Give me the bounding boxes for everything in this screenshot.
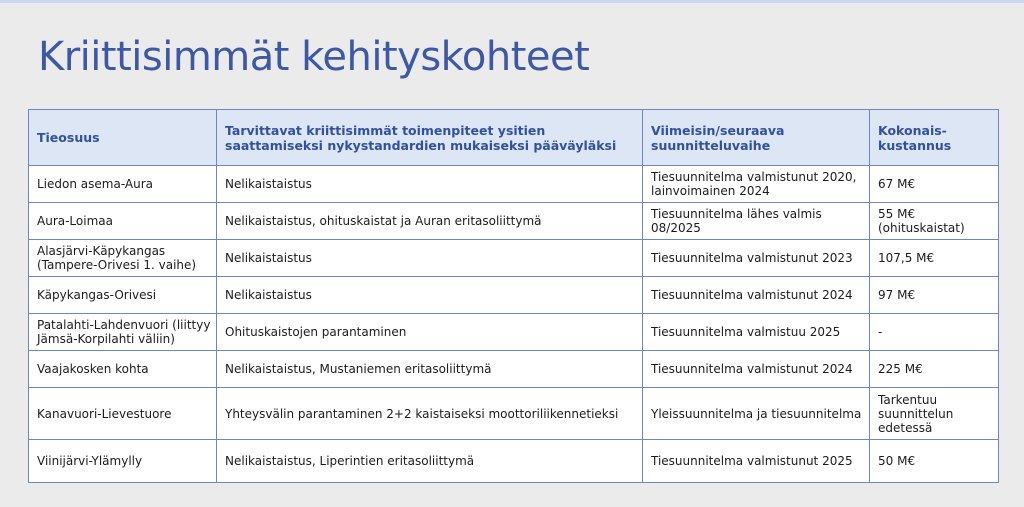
table-row	[29, 351, 999, 388]
cell-suunnitteluvaihe: Tiesuunnitelma valmistunut 2025	[643, 440, 870, 483]
cell-tieosuus: Alasjärvi-Käpykangas (Tampere-Orivesi 1. vaihe)	[29, 240, 217, 277]
cell-suunnitteluvaihe: Yleissuunnitelma ja tiesuunnitelma	[643, 388, 870, 440]
header-tieosuus: Tieosuus	[29, 110, 217, 166]
cell-toimenpiteet: Nelikaistaistus	[217, 166, 643, 203]
development-projects-table	[28, 109, 999, 483]
table-row	[29, 440, 999, 483]
header-suunnitteluvaihe: Viimeisin/seuraava suunnitteluvaihe	[643, 110, 870, 166]
table-row	[29, 277, 999, 314]
cell-suunnitteluvaihe: Tiesuunnitelma lähes valmis 08/2025	[643, 203, 870, 240]
cell-tieosuus: Patalahti-Lahdenvuori (liittyy Jämsä-Korpilahti väliin)	[29, 314, 217, 351]
cell-kustannus: 55 M€ (ohituskaistat)	[870, 203, 999, 240]
cell-toimenpiteet: Nelikaistaistus	[217, 240, 643, 277]
cell-kustannus: 97 M€	[870, 277, 999, 314]
cell-suunnitteluvaihe: Tiesuunnitelma valmistunut 2024	[643, 351, 870, 388]
cell-tieosuus: Liedon asema-Aura	[29, 166, 217, 203]
cell-kustannus: -	[870, 314, 999, 351]
cell-suunnitteluvaihe: Tiesuunnitelma valmistunut 2024	[643, 277, 870, 314]
table-row	[29, 388, 999, 440]
cell-tieosuus: Aura-Loimaa	[29, 203, 217, 240]
cell-toimenpiteet: Ohituskaistojen parantaminen	[217, 314, 643, 351]
cell-suunnitteluvaihe: Tiesuunnitelma valmistunut 2023	[643, 240, 870, 277]
page-title: Kriittisimmät kehityskohteet	[38, 34, 590, 80]
cell-kustannus: 67 M€	[870, 166, 999, 203]
cell-toimenpiteet: Nelikaistaistus, ohituskaistat ja Auran eritasoliittymä	[217, 203, 643, 240]
cell-kustannus: 225 M€	[870, 351, 999, 388]
table-row	[29, 166, 999, 203]
cell-kustannus: 107,5 M€	[870, 240, 999, 277]
cell-toimenpiteet: Yhteysvälin parantaminen 2+2 kaistaiseksi moottoriliikennetieksi	[217, 388, 643, 440]
cell-tieosuus: Vaajakosken kohta	[29, 351, 217, 388]
cell-kustannus: Tarkentuu suunnittelun edetessä	[870, 388, 999, 440]
cell-suunnitteluvaihe: Tiesuunnitelma valmistuu 2025	[643, 314, 870, 351]
header-toimenpiteet: Tarvittavat kriittisimmät toimenpiteet ysitien saattamiseksi nykystandardien mukaiseksi pääväyläksi	[217, 110, 643, 166]
header-kustannus: Kokonais-kustannus	[870, 110, 999, 166]
table-row	[29, 240, 999, 277]
cell-tieosuus: Käpykangas-Orivesi	[29, 277, 217, 314]
top-accent-line	[0, 0, 1024, 3]
table-row	[29, 314, 999, 351]
cell-toimenpiteet: Nelikaistaistus	[217, 277, 643, 314]
cell-kustannus: 50 M€	[870, 440, 999, 483]
cell-tieosuus: Viinijärvi-Ylämylly	[29, 440, 217, 483]
cell-suunnitteluvaihe: Tiesuunnitelma valmistunut 2020, lainvoimainen 2024	[643, 166, 870, 203]
table-header-row	[29, 110, 999, 166]
cell-toimenpiteet: Nelikaistaistus, Mustaniemen eritasoliittymä	[217, 351, 643, 388]
table-row	[29, 203, 999, 240]
cell-toimenpiteet: Nelikaistaistus, Liperintien eritasoliittymä	[217, 440, 643, 483]
cell-tieosuus: Kanavuori-Lievestuore	[29, 388, 217, 440]
